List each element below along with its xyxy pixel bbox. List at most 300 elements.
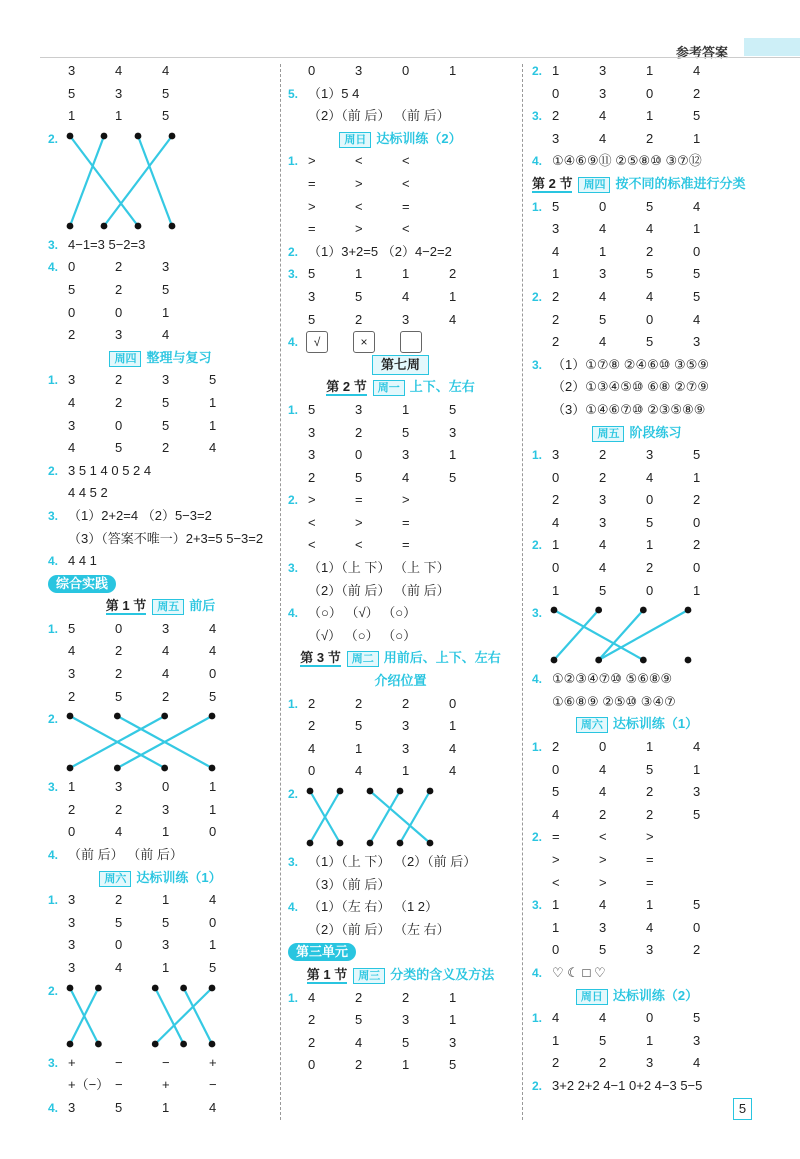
answer-cell: 3 [552, 447, 560, 463]
matching-lines-diagram [550, 602, 702, 668]
answer-cell: 2 [646, 243, 654, 259]
answer-cell: 5 [646, 334, 654, 350]
matching-line [400, 791, 430, 843]
answer-cell: = [402, 514, 410, 530]
answer-cell: 0 [599, 198, 607, 214]
answer-cell: 5 [693, 266, 701, 282]
question-number: 4. [48, 848, 59, 863]
answer-column-1 [48, 60, 273, 1119]
answer-cell: 0 [646, 311, 654, 327]
answer-cell: 5 [162, 85, 170, 101]
answer-cell: 3 [162, 372, 170, 388]
matching-dot [180, 1040, 187, 1047]
answer-cell: 0 [115, 417, 123, 433]
answer-cell: 1 [552, 266, 560, 282]
answer-cell: 2 [402, 989, 410, 1005]
answer-text: ①④⑥⑨⑪ ②⑤⑧⑩ ③⑦⑫ [552, 153, 702, 169]
question-number: 1. [288, 696, 299, 711]
answer-cell: 5 [162, 394, 170, 410]
answer-cell: 3 [449, 1034, 457, 1050]
answer-cell: 5 [162, 417, 170, 433]
answer-cell: 4 [646, 288, 654, 304]
week-day-tag: 周四 [109, 351, 141, 367]
matching-dot [67, 765, 74, 772]
answer-row [288, 625, 513, 648]
section-heading [532, 173, 746, 196]
answer-row [48, 1052, 273, 1075]
answer-cell: 0 [115, 620, 123, 636]
question-number: 1. [48, 373, 59, 388]
answer-row [48, 708, 273, 776]
answer-text: （前 后） （前 后） [68, 847, 183, 863]
section-heading [532, 713, 742, 736]
question-number: 1. [532, 199, 543, 214]
answer-cell: 0 [162, 779, 170, 795]
answer-row [532, 173, 746, 196]
question-number: 5. [288, 86, 299, 101]
answer-cell: 1 [162, 824, 170, 840]
answer-cell: 3 [599, 63, 607, 78]
matching-dot [67, 713, 74, 720]
answer-cell: 4 [68, 394, 76, 410]
answer-row [48, 347, 273, 370]
answer-cell: 4 [646, 469, 654, 485]
answer-cell: 3 [646, 942, 654, 958]
answer-cell: 3 [68, 417, 76, 433]
question-number: 1. [532, 1011, 543, 1026]
answer-cell: 3 [449, 424, 457, 440]
answer-row [288, 760, 513, 783]
answer-cell: 4 [355, 1034, 363, 1050]
answer-row [532, 602, 742, 668]
answer-cell: 5 [693, 447, 701, 463]
answer-row [288, 738, 513, 761]
section-title: 按不同的标准进行分类 [615, 175, 746, 191]
answer-cell: 4 [308, 740, 316, 756]
answer-cell: 4 [162, 327, 170, 343]
question-number: 4. [48, 260, 59, 275]
answer-text: ♡ ☾ □ ♡ [552, 964, 606, 980]
answer-cell: 3 [599, 919, 607, 935]
answer-cell: > [355, 514, 363, 530]
answer-cell: < [402, 175, 410, 191]
answer-cell: 4 [599, 334, 607, 350]
answer-row [532, 691, 742, 714]
answer-cell: 0 [209, 824, 217, 840]
answer-row [48, 686, 273, 709]
answer-text: 3 5 1 4 0 5 2 4 [68, 462, 152, 478]
answer-cell: − [115, 1077, 123, 1093]
answer-cell: = [308, 221, 316, 237]
matching-dot [209, 765, 216, 772]
answer-cell: 1 [68, 779, 76, 795]
section-number: 第 3 节 [300, 650, 341, 666]
answer-cell: = [355, 492, 363, 508]
answer-cell: 3 [308, 288, 316, 304]
answer-row [288, 783, 513, 851]
answer-row [532, 736, 742, 759]
answer-row [48, 821, 273, 844]
matching-dot [67, 1040, 74, 1047]
answer-row [532, 804, 742, 827]
answer-row [48, 60, 273, 83]
question-number: 2. [532, 64, 543, 78]
week-day-tag: 周日 [339, 132, 371, 148]
question-number: 2. [48, 131, 59, 146]
header-accent-bar [744, 38, 800, 56]
answer-cell: 1 [449, 288, 457, 304]
answer-cell: 4 [115, 824, 123, 840]
matching-line [370, 791, 400, 843]
answer-row [48, 279, 273, 302]
answer-cell: 2 [693, 85, 701, 101]
answer-row [288, 693, 513, 716]
answer-cell: 4 [308, 989, 316, 1005]
answer-cell: 1 [552, 1032, 560, 1048]
answer-row [288, 444, 513, 467]
section-heading [532, 422, 742, 445]
answer-cell: 5 [308, 401, 316, 417]
answer-cell: 1 [68, 108, 76, 124]
answer-cell: 5 [162, 281, 170, 297]
section-heading [288, 376, 513, 399]
answer-cell: 2 [552, 334, 560, 350]
answer-text: （3）（答案不唯一）2+3=5 5−3=2 [68, 530, 264, 546]
matching-line [184, 988, 212, 1044]
question-number: 2. [532, 1078, 543, 1093]
answer-row [532, 241, 742, 264]
answer-cell: 2 [308, 469, 316, 485]
answer-text: （√） （○） （○） [308, 627, 417, 643]
answer-cell: > [355, 221, 363, 237]
matching-dot [397, 840, 404, 847]
question-number: 2. [48, 463, 59, 478]
question-number: 4. [288, 335, 299, 350]
answer-row [288, 83, 513, 106]
answer-cell: 3 [646, 447, 654, 463]
matching-dot [209, 984, 216, 991]
answer-cell: 2 [449, 266, 457, 282]
question-number: 3. [48, 237, 59, 252]
answer-cell: + [209, 1054, 217, 1070]
answer-cell: 1 [552, 897, 560, 913]
answer-row [48, 776, 273, 799]
answer-cell: 5 [552, 198, 560, 214]
answer-row [288, 105, 513, 128]
week-day-tag: 周二 [347, 651, 379, 667]
question-number: 1. [48, 621, 59, 636]
question-number: 4. [48, 1100, 59, 1115]
answer-cell: > [646, 829, 654, 845]
answer-cell: 2 [68, 688, 76, 704]
answer-cell: 2 [552, 311, 560, 327]
answer-cell: 3 [552, 130, 560, 146]
answer-text: （1）①⑦⑧ ②④⑥⑩ ③⑤⑨ [552, 356, 709, 372]
answer-cell: < [355, 153, 363, 169]
answer-cell: < [308, 514, 316, 530]
answer-cell: 5 [209, 688, 217, 704]
answer-row [48, 324, 273, 347]
answer-text: 4−1=3 5−2=3 [68, 236, 146, 252]
answer-row [288, 196, 513, 219]
matching-line [155, 988, 212, 1044]
answer-cell: 3 [402, 740, 410, 756]
answer-cell: 1 [162, 892, 170, 908]
answer-row [532, 376, 742, 399]
answer-cell: 3 [599, 266, 607, 282]
answer-text: （1）（左 右） （1 2） [308, 899, 439, 915]
header-rule [40, 57, 800, 58]
answer-cell: 5 [115, 688, 123, 704]
matching-dot [427, 788, 434, 795]
answer-row [288, 534, 513, 557]
answer-cell: = [646, 874, 654, 890]
answer-cell: = [308, 175, 316, 191]
answer-cell: 0 [552, 469, 560, 485]
answer-cell: 4 [599, 1010, 607, 1026]
section-title: 达标训练（1） [136, 869, 222, 885]
matching-line [138, 136, 172, 226]
answer-row [288, 987, 513, 1010]
answer-cell: 4 [599, 288, 607, 304]
answer-cell: 2 [355, 424, 363, 440]
answer-row [288, 1032, 513, 1055]
answer-row [532, 917, 742, 940]
answer-cell: 5 [115, 914, 123, 930]
answer-row [532, 399, 742, 422]
answer-text: （1）2+2=4 （2）5−3=2 [68, 507, 212, 523]
answer-cell: 2 [115, 281, 123, 297]
answer-row [532, 83, 742, 106]
answer-row [532, 985, 742, 1008]
answer-cell: 1 [646, 108, 654, 124]
answer-cell: 3 [693, 334, 701, 350]
answer-row [288, 422, 513, 445]
answer-cell: 5 [646, 761, 654, 777]
answer-text: ①②③④⑦⑩ ⑤⑥⑧⑨ [552, 671, 673, 687]
answer-cell: 4 [162, 666, 170, 682]
answer-row [288, 467, 513, 490]
answer-row [48, 550, 273, 573]
answer-text: 3+2 2+2 4−1 0+2 4−3 5−5 [552, 1077, 703, 1093]
answer-cell: 1 [449, 447, 457, 463]
answer-cell: < [308, 537, 316, 553]
answer-cell: 0 [646, 1010, 654, 1026]
answer-cell: 4 [552, 1010, 560, 1026]
answer-cell: 4 [693, 1055, 701, 1071]
answer-row [288, 218, 513, 241]
answer-check-box: × [353, 331, 375, 353]
answer-cell: 5 [162, 108, 170, 124]
answer-cell: 2 [115, 643, 123, 659]
answer-cell: 5 [402, 1034, 410, 1050]
answer-cell: 4 [115, 960, 123, 975]
answer-cell: 1 [646, 739, 654, 755]
section-title: 分类的含义及方法 [390, 966, 495, 982]
answer-row [288, 1009, 513, 1032]
answer-row [532, 354, 742, 377]
answer-cell: 0 [693, 514, 701, 530]
answer-row [288, 489, 513, 512]
answer-row [532, 962, 742, 985]
column-divider [280, 64, 281, 1120]
answer-cell: 3 [402, 1012, 410, 1028]
answer-cell: 5 [209, 960, 217, 975]
answer-cell: 4 [693, 63, 701, 78]
answer-text: （○） （√） （○） [308, 605, 417, 621]
answer-cell: 4 [552, 514, 560, 530]
answer-cell: 3 [162, 937, 170, 953]
answer-cell: 3 [68, 666, 76, 682]
answer-row [288, 150, 513, 173]
answer-cell: 0 [599, 739, 607, 755]
matching-dot [161, 765, 168, 772]
matching-dot [95, 984, 102, 991]
answer-row [532, 534, 742, 557]
answer-cell: 4 [355, 763, 363, 779]
section-number: 第 2 节 [326, 379, 367, 395]
answer-cell: 3 [402, 311, 410, 327]
answer-cell: 1 [162, 304, 170, 320]
section-title: 整理与复习 [146, 349, 212, 365]
section-heading [288, 964, 513, 987]
answer-cell: 0 [209, 666, 217, 682]
matching-dot [595, 657, 602, 664]
answer-cell: 5 [115, 1099, 123, 1115]
answer-row [532, 218, 742, 241]
matching-dot [595, 607, 602, 614]
unit-banner: 第三单元 [288, 943, 356, 961]
answer-cell: 5 [68, 85, 76, 101]
answer-cell: 5 [693, 288, 701, 304]
question-number: 3. [48, 1055, 59, 1070]
answer-row [288, 399, 513, 422]
answer-cell: 3 [552, 221, 560, 237]
answer-text: （1）3+2=5 （2）4−2=2 [308, 243, 452, 259]
week-day-tag: 周六 [99, 871, 131, 887]
answer-cell: 2 [599, 806, 607, 822]
answer-cell: 1 [355, 266, 363, 282]
matching-dot [685, 657, 692, 664]
answer-cell: 4 [552, 806, 560, 822]
answer-cell: 1 [693, 761, 701, 777]
section-title: 达标训练（1） [612, 716, 699, 732]
answer-cell: 1 [646, 537, 654, 553]
answer-cell: 0 [693, 243, 701, 259]
answer-row [532, 759, 742, 782]
week-day-tag: 周五 [592, 426, 624, 442]
answer-cell: 1 [693, 582, 701, 598]
answer-cell: 2 [355, 695, 363, 711]
answer-cell: 1 [646, 1032, 654, 1048]
answer-row [532, 196, 742, 219]
matching-lines-diagram [306, 783, 444, 851]
answer-row [48, 105, 273, 128]
answer-column-2 [288, 60, 513, 1077]
answer-cell: 1 [552, 63, 560, 78]
answer-cell: 2 [308, 695, 316, 711]
answer-cell: 2 [646, 806, 654, 822]
answer-cell: 1 [402, 763, 410, 779]
answer-cell: 3 [599, 514, 607, 530]
answer-cell: = [402, 198, 410, 214]
answer-cell: 0 [115, 304, 123, 320]
answer-row [532, 331, 742, 354]
matching-dot [114, 713, 121, 720]
answer-text: （2）①③④⑤⑩ ⑥⑧ ②⑦⑨ [552, 379, 709, 395]
answer-cell: 2 [552, 739, 560, 755]
question-number: 4. [288, 606, 299, 621]
answer-cell: 0 [308, 1057, 316, 1073]
question-number: 3. [288, 561, 299, 576]
answer-cell: 0 [552, 761, 560, 777]
matching-dot [551, 607, 558, 614]
answer-cell: 3 [693, 1032, 701, 1048]
answer-cell: 4 [599, 761, 607, 777]
answer-cell: < [402, 153, 410, 169]
answer-cell: 0 [68, 259, 76, 275]
answer-row [532, 489, 742, 512]
answer-cell: 2 [68, 801, 76, 817]
answer-row [48, 980, 273, 1052]
matching-dot [337, 840, 344, 847]
question-number: 3. [532, 109, 543, 124]
answer-cell: 0 [308, 763, 316, 779]
question-number: 1. [288, 402, 299, 417]
answer-row [532, 128, 742, 151]
matching-dot [367, 840, 374, 847]
answer-cell: 5 [693, 897, 701, 913]
answer-row [48, 618, 273, 641]
answer-cell: 0 [552, 85, 560, 101]
answer-cell: 4 [599, 897, 607, 913]
answer-cell: 1 [449, 63, 457, 78]
answer-row [532, 309, 742, 332]
answer-cell: 3 [115, 85, 123, 101]
answer-cell: 2 [115, 801, 123, 817]
answer-cell: 1 [162, 960, 170, 975]
answer-cell: 5 [599, 582, 607, 598]
answer-cell: 0 [355, 447, 363, 463]
answer-cell: 3 [599, 85, 607, 101]
answer-cell: 2 [552, 492, 560, 508]
answer-cell: 5 [355, 718, 363, 734]
answer-row [532, 60, 742, 83]
matching-dot [95, 1040, 102, 1047]
answer-check-box: √ [306, 331, 328, 353]
answer-cell: 4 [449, 740, 457, 756]
answer-text: （2）（前 后） （前 后） [308, 582, 450, 598]
matching-dot [152, 984, 159, 991]
matching-line [554, 610, 643, 660]
answer-cell: = [552, 829, 560, 845]
question-number: 2. [532, 289, 543, 304]
answer-cell: 4 [449, 763, 457, 779]
answer-cell: 2 [552, 108, 560, 124]
matching-line [599, 610, 644, 660]
answer-row [48, 83, 273, 106]
week-day-tag: 周五 [152, 599, 184, 615]
matching-dot [67, 132, 74, 139]
answer-cell: 0 [449, 695, 457, 711]
answer-row [532, 1007, 742, 1030]
answer-cell: 1 [552, 919, 560, 935]
answer-cell: 3 [68, 63, 76, 78]
answer-cell: 3 [115, 779, 123, 795]
answer-cell: 0 [646, 85, 654, 101]
answer-cell: 3 [693, 784, 701, 800]
answer-row [288, 896, 513, 919]
